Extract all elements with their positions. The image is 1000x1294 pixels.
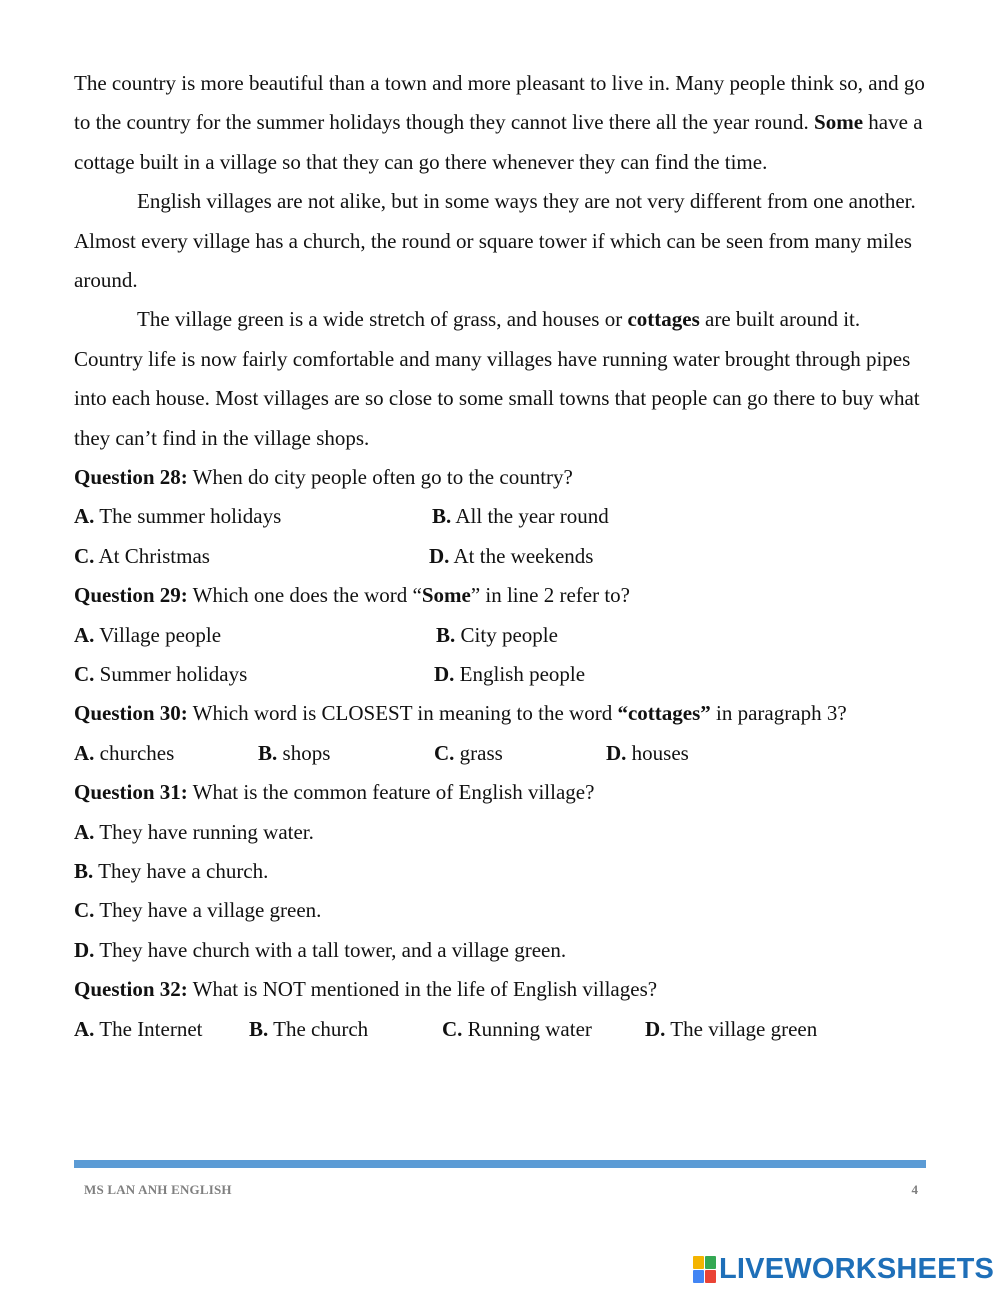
option-letter: C. [74,898,95,923]
question-keyword: “cottages” [617,701,711,726]
option-letter: D. [606,740,627,765]
option-text: The church [268,1016,369,1041]
option-a[interactable] [74,497,281,536]
option-letter: D. [429,543,450,568]
option-d[interactable] [74,931,934,970]
question-label: Question 30: [74,701,188,726]
option-letter: D. [434,662,455,687]
highlighted-word-cottages: cottages [627,307,700,332]
question-29-options-row-1 [74,616,934,655]
question-29 [74,576,934,615]
logo-tile [705,1270,716,1283]
option-d[interactable] [645,1010,817,1049]
passage-text: have a cottage built in a village so that they can go there whenever they can find the time. [74,110,923,174]
option-b[interactable] [249,1010,368,1049]
question-32-options [74,1010,934,1049]
footer-author: MS LAN ANH ENGLISH [84,1182,232,1197]
option-c[interactable] [74,655,247,694]
option-a[interactable] [74,1010,203,1049]
question-label: Question 31: [74,780,188,805]
option-text: They have church with a tall tower, and a village green. [94,937,567,962]
option-text: City people [455,622,558,647]
question-28-options-row-1 [74,497,934,536]
option-text: Summer holidays [94,662,248,687]
option-c[interactable] [74,891,934,930]
option-text: Village people [94,622,222,647]
option-letter: C. [74,543,95,568]
option-c[interactable] [74,537,210,576]
option-text: The village green [665,1016,818,1041]
question-label: Question 29: [74,583,188,608]
option-b[interactable] [74,852,934,891]
option-text: houses [626,740,689,765]
option-letter: B. [74,858,94,883]
brand-name: LIVEWORKSHEETS [719,1252,995,1285]
logo-tile [693,1270,704,1283]
footer-divider [74,1160,926,1168]
option-text: At the weekends [449,543,594,568]
option-text: They have running water. [94,819,314,844]
option-d[interactable] [434,655,585,694]
option-text: They have a church. [93,858,269,883]
option-a[interactable] [74,813,934,852]
option-letter: D. [74,937,95,962]
question-text: When do city people often go to the country? [187,465,573,490]
question-text: What is the common feature of English village? [187,780,595,805]
logo-tile [705,1256,716,1269]
option-text: English people [454,662,586,687]
option-b[interactable] [432,497,609,536]
option-a[interactable] [74,616,221,655]
question-keyword: Some [421,583,471,608]
highlighted-word-some: Some [814,110,864,135]
passage-paragraph-1 [74,64,934,182]
liveworksheets-brand[interactable] [693,1254,994,1284]
question-text: What is NOT mentioned in the life of English villages? [187,977,658,1002]
option-letter: A. [74,740,95,765]
option-letter: A. [74,622,95,647]
question-label: Question 32: [74,977,188,1002]
option-c[interactable] [442,1010,592,1049]
question-text: ” in line 2 refer to? [470,583,630,608]
passage-paragraph-2: English villages are not alike, but in some ways they are not very different from one another. Almost every village has a church, the round or square tower if which can be seen from many miles around. [74,189,916,293]
option-letter: A. [74,819,95,844]
question-text: Which word is CLOSEST in meaning to the word [187,701,618,726]
option-a[interactable] [74,734,174,773]
question-31 [74,773,934,812]
option-letter: C. [74,662,95,687]
option-text: shops [277,740,331,765]
question-30-options [74,734,934,773]
option-letter: B. [436,622,456,647]
option-text: The summer holidays [94,504,282,529]
page-number: 4 [911,1182,918,1197]
logo-tile [693,1256,704,1269]
option-b[interactable] [258,734,330,773]
question-28-options-row-2 [74,537,934,576]
passage-text: The country is more beautiful than a town and more pleasant to live in. Many people think so, and go to the country for the summer holidays though they cannot live there all the year round. [74,71,925,135]
question-text: Which one does the word “ [187,583,422,608]
option-letter: C. [434,740,455,765]
option-text: Running water [462,1016,592,1041]
question-32 [74,970,934,1009]
question-text: in paragraph 3? [710,701,847,726]
liveworksheets-logo-icon [693,1256,715,1282]
question-label: Question 28: [74,465,188,490]
worksheet-content [74,64,934,1049]
option-letter: B. [249,1016,269,1041]
option-text: All the year round [451,504,609,529]
option-letter: A. [74,504,95,529]
option-d[interactable] [429,537,593,576]
option-b[interactable] [436,616,558,655]
option-letter: C. [442,1016,463,1041]
passage-text: are built around it. Country life is now fairly comfortable and many villages have running water brought through pipes into each house. Most villages are so close to some small towns that people can go there to buy what they can’t find in the village shops. [74,307,920,450]
question-30 [74,694,934,733]
option-text: churches [94,740,175,765]
option-text: At Christmas [94,543,210,568]
passage-text: The village green is a wide stretch of grass, and houses or [137,307,628,332]
option-text: The Internet [94,1016,203,1041]
option-text: grass [454,740,503,765]
option-letter: B. [432,504,452,529]
passage-paragraph-3 [74,300,934,458]
question-28 [74,458,934,497]
option-c[interactable] [434,734,503,773]
option-letter: D. [645,1016,666,1041]
option-letter: A. [74,1016,95,1041]
question-29-options-row-2 [74,655,934,694]
option-letter: B. [258,740,278,765]
option-text: They have a village green. [94,898,322,923]
option-d[interactable] [606,734,689,773]
